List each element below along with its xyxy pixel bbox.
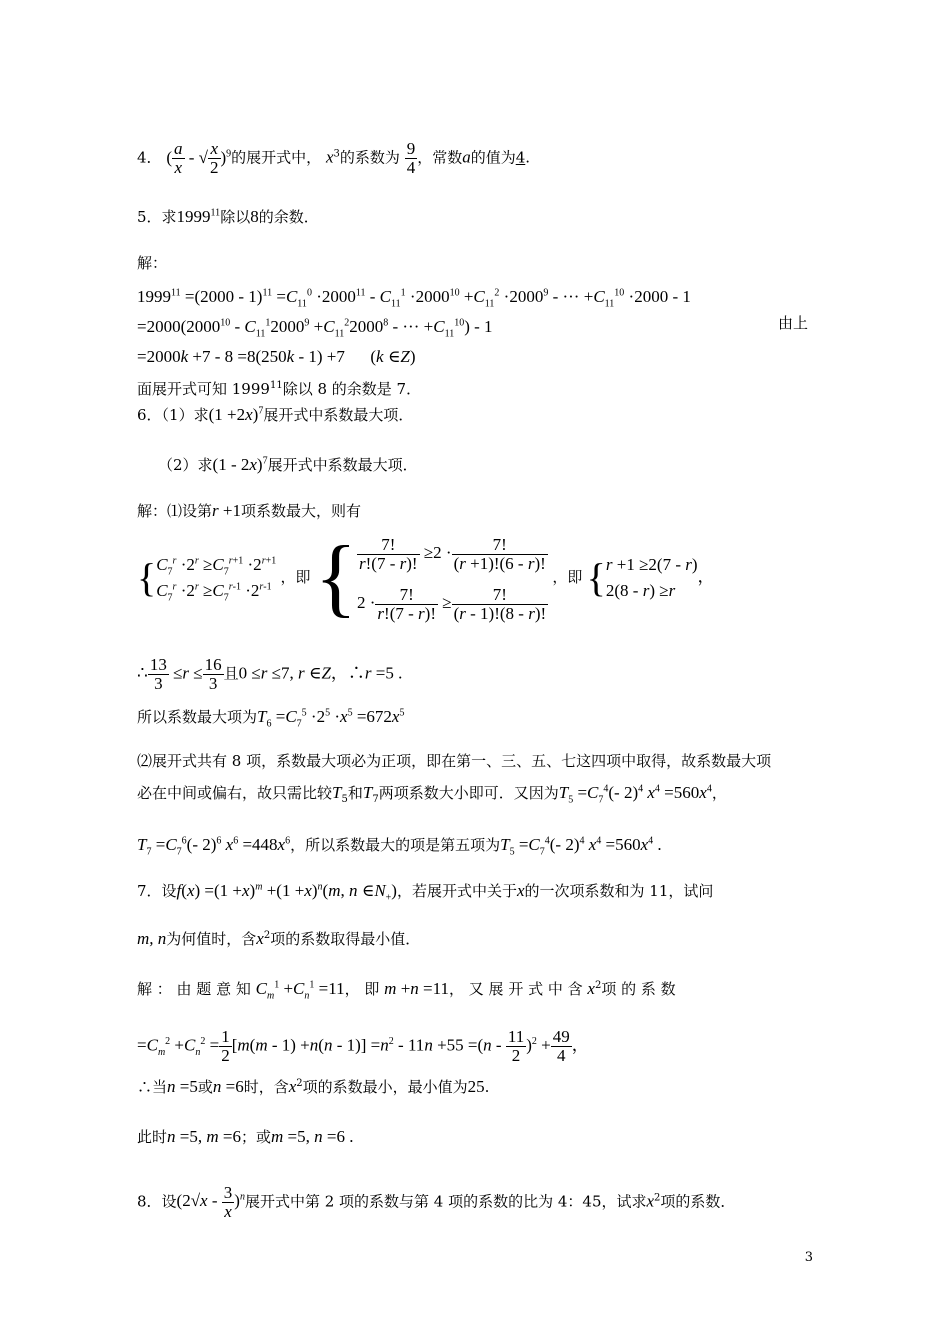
equation-line: $1999^{11} =(2000 - 1)^{11} =C_{11}^0 \cdot 2000^{11} - C_{11}^1 \cdot 2000^{10} +C_{11}^2 \cdot 2000^9$ - ··· $+C_{11}^{10} \cdot 2000 - 1$ — [137, 287, 691, 310]
page-number: 3 — [804, 1250, 813, 1265]
problem-5: 5．求1999$^{11}$除以8的余数． — [137, 207, 319, 226]
inequality-system: {$C_7^r \cdot 2^r \ge C_7^{r+1} \cdot 2^{r+1}$ $C_7^r \cdot 2^r \ge C_7^{r-1} \cdot 2^{r-1}$ ，即 { $\frac{7!}{r!(7 - r)!}$ ≥2 · $\frac{7!}{(r +1)!(6 - r)!}$ 2 · $\frac{7!}{r!(7 - r)!}$ ≥ $\frac{7!}{(r - 1)!(8 - r)!}$ ，即 {r +1 ≥2(7 - r) 2(8 - r) ≥r， — [137, 529, 715, 626]
document-page: 4． ( $\frac{a}{x}$ - √ $\frac{x}{2}$ )$^9$的展开式中， $x^3$的系数为 $\frac{9}{4}$ ，常数a的值为4. 5．求1999$^{11}$除以8的余数． 解： $1999^{11} =(2000 - 1)^{11} =C_{11}^0 \cdot 2000^{11} - C_{11}^1 \cdot 2000^{10} +C_{11}^2 \cdot 2000^9$ - ··· $+C_{11}^{10} \cdot 2000 - 1$ $=2000(2000^{10} - C_{11}^12000^9 +C_{11}^22000^8$ - ··· $+C_{11}^{10}) - 1$ 由上 =2000k +7 - 8 =8(250k - 1) +7 (k ∈Z) 面展开式可知 1999$^{11}$除以 8 的余数是 7． 6．（1）求$(1 +2x)^7$展开式中系数最大项． （2）求(1 - 2x)$^7$展开式中系数最大项． 解：⑴设第r +1项系数最大，则有 {$C_7^r \cdot 2^r \ge C_7^{r+1} \cdot 2^{r+1}$ $C_7^r \cdot 2^r \ge C_7^{r-1} \cdot 2^{r-1}$ ，即 { $\frac{7!}{r!(7 - r)!}$ ≥2 · $\frac{7!}{(r +1)!(6 - r)!}$ 2 · $\frac{7!}{r!(7 - r)!}$ ≥ $\frac{7!}{(r - 1)!(8 - r)!}$ ，即 {r +1 ≥2(7 - r) 2(8 - r) ≥r， ∴ $\frac{13}{3}$ ≤r ≤ $\frac{16}{3}$ 且0 ≤r ≤7, r ∈Z，∴r =5 . 所以系数最大项为$T_6 =C_7^5 \cdot 2^5 \cdot x^5 =672x^5$ ⑵展开式共有 8 项，系数最大项必为正项，即在第一、三、五、七这四项中取得，故系数最大项 必在中间或偏右，故只需比较$T_5$和$T_7$两项系数大小即可．又因为$T_5 =C_7^4(-$ 2)$^4$ $x^4 =560x^4$， $T_7 =C_7^6(-$ 2)$^6$ $x^6 =448x^6$，所以系数最大的项是第五项为$T_5 =C_7^4(-$ 2)$^4$ $x^4 =560x^4$ . 7．设$f(x) =(1 +x)^m +(1 +x)^n(m$, n $\in N_+$)，若展开式中关于x的一次项系数和为 11，试问 m, n为何值时，含$x^2$项的系数取得最小值． 解 ： 由 题 意 知 $C_m^1 +C_n^1 =11$， 即 m +n =11， 又 展 开 式 中 含 $x^2$项 的 系 数 $=C_m^2 +C_n^2$ = $\frac{1}{2}$ $[m(m - 1) +n(n - 1)] =n^2 - 11n +55 =(n$ - $\frac{11}{2}$ )$^2$ + $\frac{49}{4}$ ， ∴当n =5或n =6时，含$x^2$项的系数最小，最小值为25. 此时n =5, m =6；或m =5, n =6 . 8．设(2√x - $\frac{3}{x}$ )$^n$展开式中第 2 项的系数与第 4 项的系数的比为 4：45，试求$x^2$项的系数． 3 — [137, 139, 813, 1265]
equation-line: =2000k +7 - 8 =8(250k - 1) +7 (k ∈Z) — [137, 347, 416, 366]
problem-4: 4． ( $\frac{a}{x}$ - √ $\frac{x}{2}$ )$^9$的展开式中， $x^3$的系数为 $\frac{9}{4}$ ，常数a的值为4. — [137, 139, 531, 178]
problem-7: 7．设$f(x) =(1 +x)^m +(1 +x)^n(m$, n $\in N_+$)，若展开式中关于x的一次项系数和为 11，试问 — [137, 881, 714, 904]
problem-8: 8．设(2√x - $\frac{3}{x}$ )$^n$展开式中第 2 项的系数与第 4 项的系数的比为 4：45，试求$x^2$项的系数． — [137, 1183, 736, 1221]
solution-label: 解： — [137, 254, 168, 272]
answer-4: 4 — [515, 148, 526, 167]
problem-6: 6．（1）求$(1 +2x)^7$展开式中系数最大项． — [137, 405, 414, 424]
equation-line: $=2000(2000^{10} - C_{11}^12000^9 +C_{11}^22000^8$ - ··· $+C_{11}^{10}) - 1$ — [137, 317, 493, 340]
equation-line: $=C_m^2 +C_n^2$ = $\frac{1}{2}$ $[m(m - 1) +n(n - 1)] =n^2 - 11n +55 =(n$ - $\frac{11}{2}$ )$^2$ + $\frac{49}{4}$ ， — [137, 1027, 589, 1065]
